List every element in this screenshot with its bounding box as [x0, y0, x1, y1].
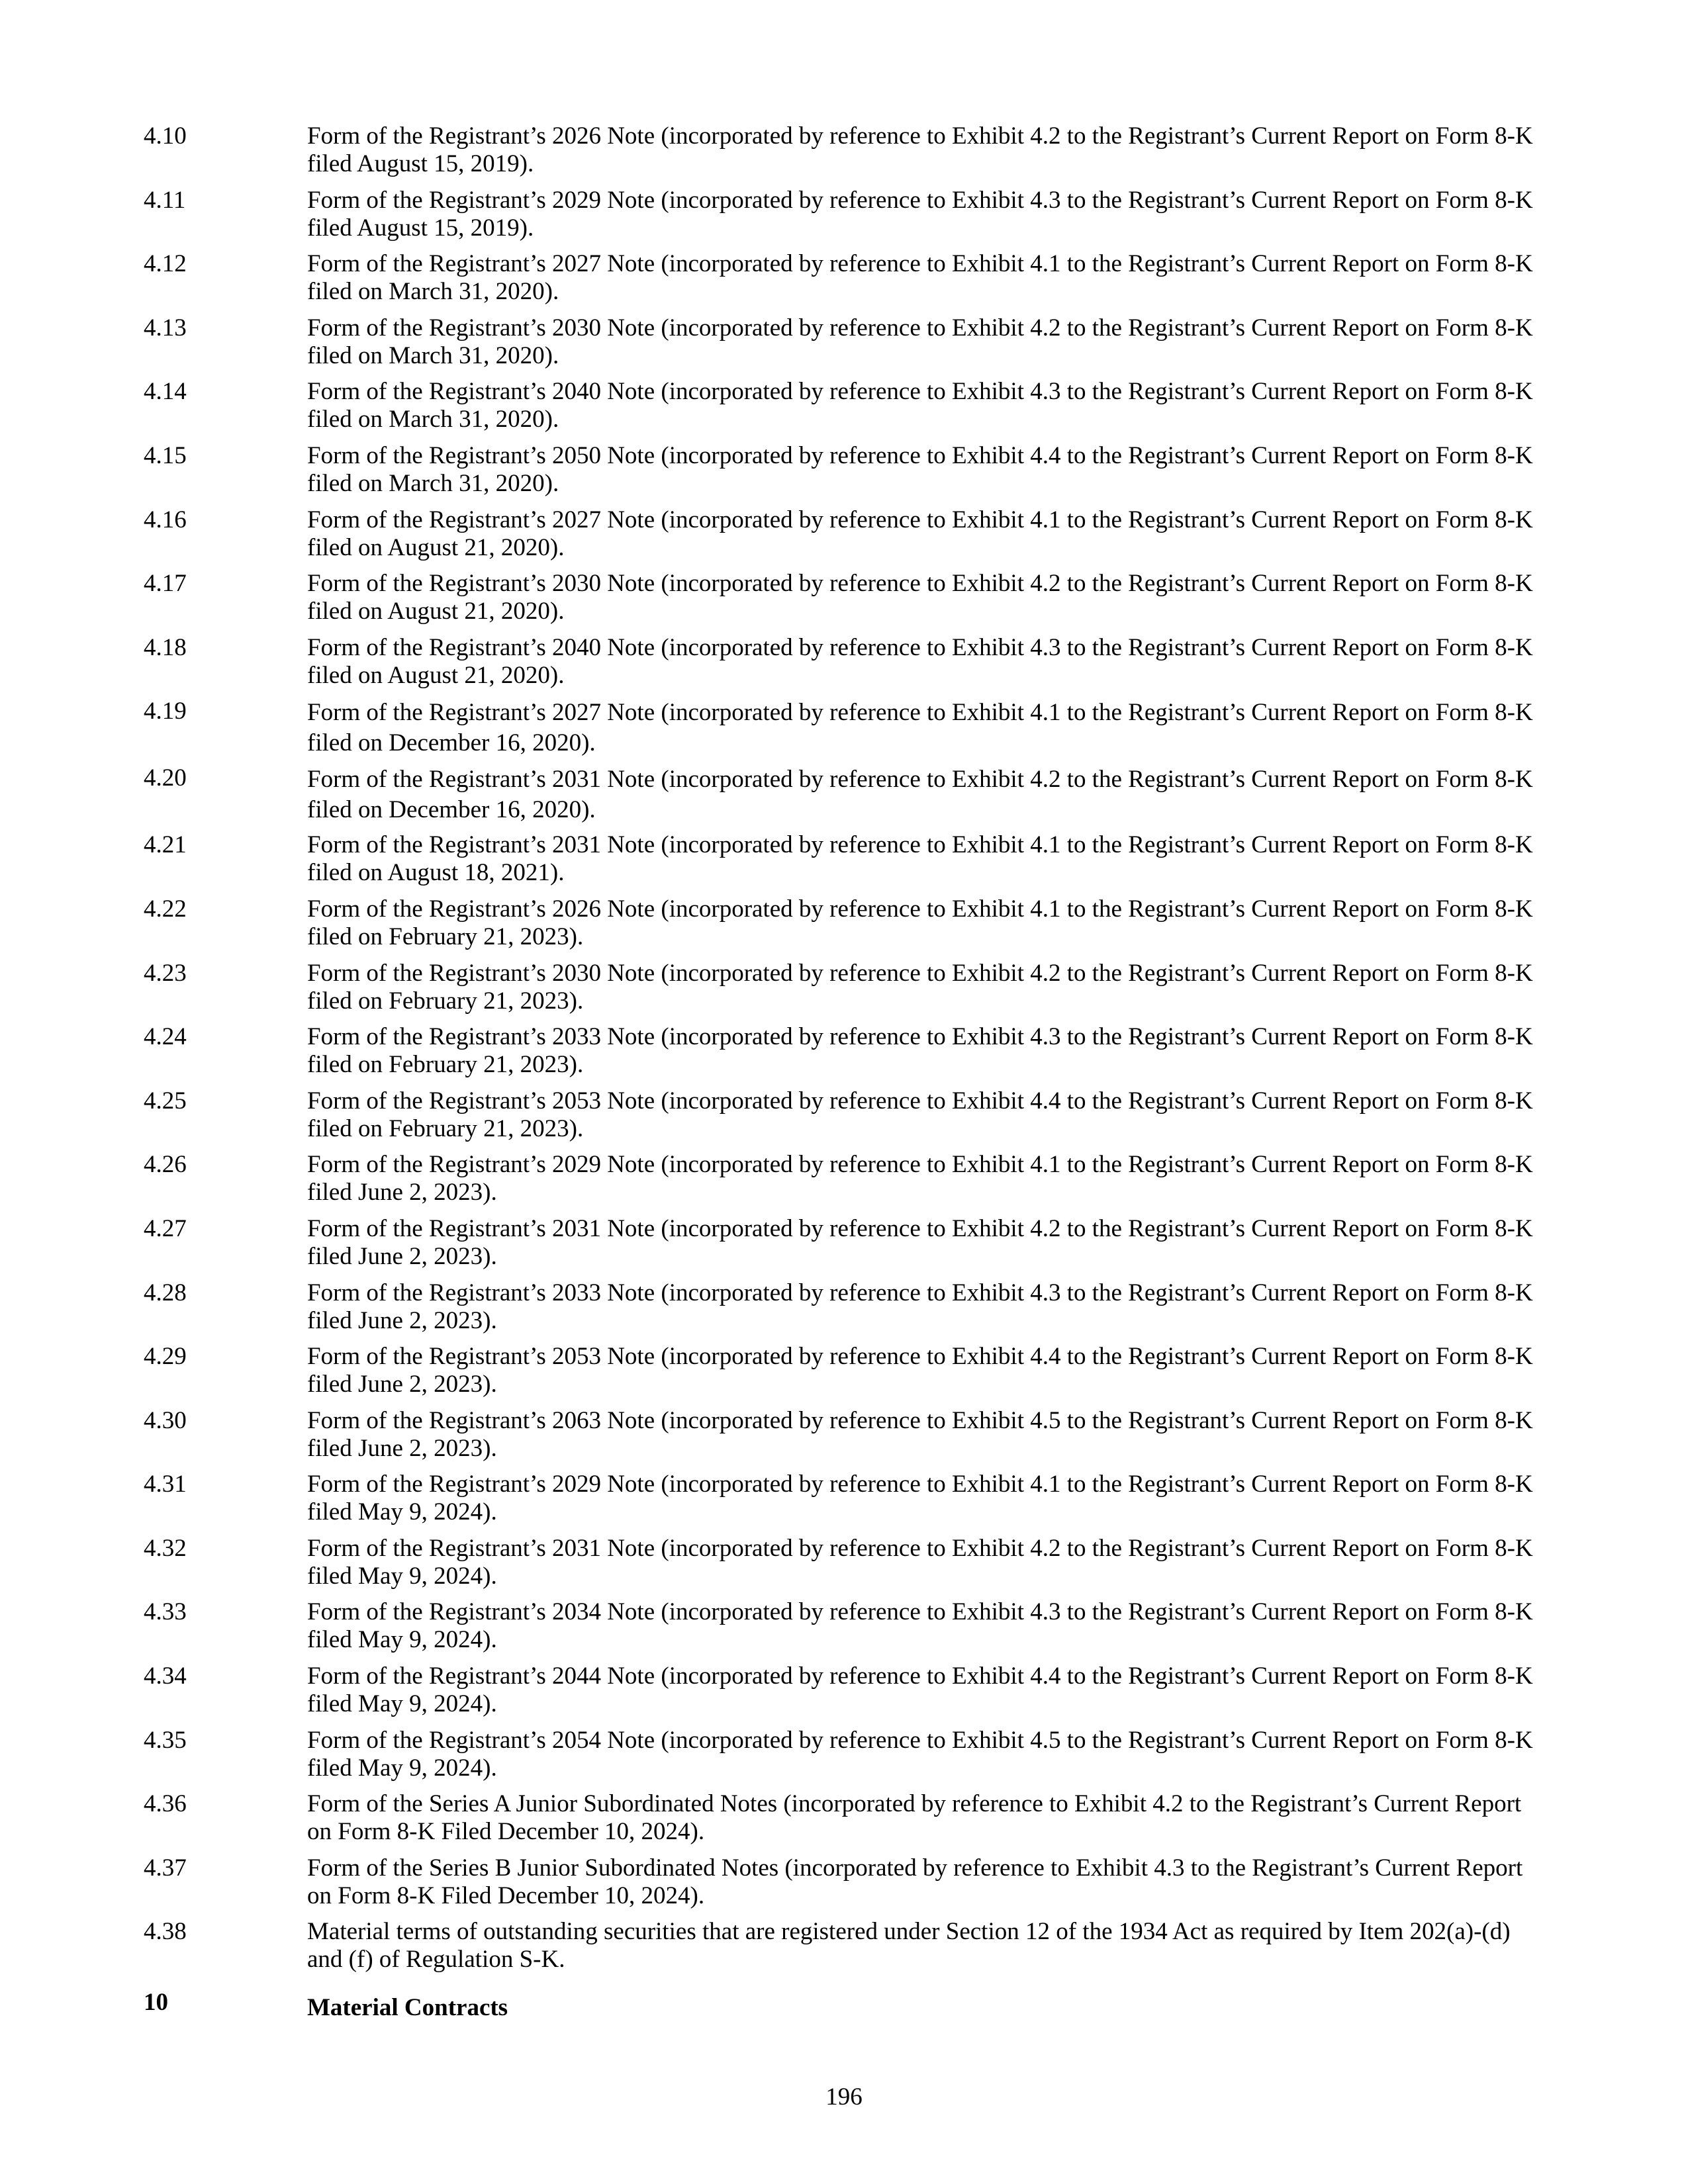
exhibit-description: Form of the Registrant’s 2050 Note (incorporated by reference to Exhibit 4.4 to the Registrant’s Current Report on Form 8-K filed on March 31, 2020).: [307, 441, 1533, 497]
exhibit-number: 4.26: [144, 1151, 187, 1179]
exhibit-description: Form of the Registrant’s 2027 Note (incorporated by reference to Exhibit 4.1 to the Registrant’s Current Report on Form 8-K filed on August 21, 2020).: [307, 506, 1533, 561]
exhibit-number: 4.27: [144, 1214, 187, 1242]
exhibit-number: 4.14: [144, 378, 187, 406]
exhibit-description: Form of the Registrant’s 2063 Note (incorporated by reference to Exhibit 4.5 to the Registrant’s Current Report on Form 8-K filed June 2, 2023).: [307, 1406, 1533, 1462]
page-number: 196: [825, 2083, 863, 2111]
exhibit-description: Form of the Registrant’s 2053 Note (incorporated by reference to Exhibit 4.4 to the Registrant’s Current Report on Form 8-K filed June 2, 2023).: [307, 1343, 1533, 1398]
exhibit-description: Form of the Registrant’s 2026 Note (incorporated by reference to Exhibit 4.2 to the Registrant’s Current Report on Form 8-K filed August 15, 2019).: [307, 122, 1533, 177]
exhibit-row: [0, 1662, 1688, 1727]
exhibit-row: [0, 506, 1688, 570]
exhibit-row: [0, 187, 1688, 251]
exhibit-description: Form of the Registrant’s 2030 Note (incorporated by reference to Exhibit 4.2 to the Registrant’s Current Report on Form 8-K filed on March 31, 2020).: [307, 314, 1533, 369]
exhibit-description: Form of the Registrant’s 2034 Note (incorporated by reference to Exhibit 4.3 to the Registrant’s Current Report on Form 8-K filed May 9, 2024).: [307, 1598, 1533, 1654]
exhibit-row: [0, 250, 1688, 314]
exhibit-description: Form of the Registrant’s 2029 Note (incorporated by reference to Exhibit 4.3 to the Registrant’s Current Report on Form 8-K filed August 15, 2019).: [307, 186, 1533, 242]
exhibit-description: Form of the Registrant’s 2030 Note (incorporated by reference to Exhibit 4.2 to the Registrant’s Current Report on Form 8-K filed on February 21, 2023).: [307, 959, 1533, 1015]
exhibit-number: 4.36: [144, 1790, 187, 1818]
exhibit-description: Form of the Registrant’s 2033 Note (incorporated by reference to Exhibit 4.3 to the Registrant’s Current Report on Form 8-K filed June 2, 2023).: [307, 1279, 1533, 1334]
section-heading: [0, 1989, 1688, 2028]
exhibit-description: Form of the Registrant’s 2031 Note (incorporated by reference to Exhibit 4.1 to the Registrant’s Current Report on Form 8-K filed on August 18, 2021).: [307, 831, 1533, 887]
exhibit-row: [0, 1087, 1688, 1152]
exhibit-description: Form of the Registrant’s 2026 Note (incorporated by reference to Exhibit 4.1 to the Registrant’s Current Report on Form 8-K filed on February 21, 2023).: [307, 895, 1533, 950]
exhibit-row: [0, 314, 1688, 379]
section-number: 10: [144, 1989, 168, 2016]
exhibit-number: 4.23: [144, 959, 187, 987]
exhibit-row: [0, 698, 1688, 764]
exhibit-description: Form of the Registrant’s 2031 Note (incorporated by reference to Exhibit 4.2 to the Registrant’s Current Report on Form 8-K filed June 2, 2023).: [307, 1214, 1533, 1270]
exhibit-number: 4.18: [144, 633, 187, 661]
exhibit-description: Form of the Registrant’s 2040 Note (incorporated by reference to Exhibit 4.3 to the Registrant’s Current Report on Form 8-K filed on March 31, 2020).: [307, 378, 1533, 433]
exhibit-description: Form of the Registrant’s 2031 Note (incorporated by reference to Exhibit 4.2 to the Registrant’s Current Report on Form 8-K filed May 9, 2024).: [307, 1534, 1533, 1590]
exhibit-row: [0, 960, 1688, 1024]
exhibit-number: 4.11: [144, 186, 186, 214]
exhibit-description: Form of the Registrant’s 2054 Note (incorporated by reference to Exhibit 4.5 to the Registrant’s Current Report on Form 8-K filed May 9, 2024).: [307, 1726, 1533, 1782]
exhibit-row: [0, 442, 1688, 506]
exhibit-row: [0, 1023, 1688, 1087]
exhibit-number: 4.10: [144, 122, 187, 150]
exhibit-list: [0, 122, 1688, 1982]
exhibit-description: Form of the Registrant’s 2027 Note (incorporated by reference to Exhibit 4.1 to the Registrant’s Current Report on Form 8-K filed on March 31, 2020).: [307, 250, 1533, 306]
exhibit-description: Form of the Series B Junior Subordinated Notes (incorporated by reference to Exhibit 4.3 to the Registrant’s Current Report on Form 8-K Filed December 10, 2024).: [307, 1854, 1523, 1909]
exhibit-row: [0, 1279, 1688, 1343]
exhibit-row: [0, 764, 1688, 831]
exhibit-row: [0, 1151, 1688, 1215]
exhibit-number: 4.38: [144, 1918, 187, 1946]
section-title: Material Contracts: [307, 1994, 508, 2021]
exhibit-description: Form of the Registrant’s 2029 Note (incorporated by reference to Exhibit 4.1 to the Registrant’s Current Report on Form 8-K filed May 9, 2024).: [307, 1471, 1533, 1526]
exhibit-number: 4.12: [144, 250, 187, 278]
exhibit-number: 4.28: [144, 1279, 187, 1306]
exhibit-number: 4.37: [144, 1854, 187, 1882]
exhibit-number: 4.35: [144, 1726, 187, 1754]
exhibit-description: Form of the Registrant’s 2044 Note (incorporated by reference to Exhibit 4.4 to the Registrant’s Current Report on Form 8-K filed May 9, 2024).: [307, 1662, 1533, 1718]
exhibit-row: [0, 1407, 1688, 1471]
exhibit-description: Form of the Series A Junior Subordinated Notes (incorporated by reference to Exhibit 4.2 to the Registrant’s Current Report on Form 8-K Filed December 10, 2024).: [307, 1790, 1522, 1846]
exhibit-description: Form of the Registrant’s 2040 Note (incorporated by reference to Exhibit 4.3 to the Registrant’s Current Report on Form 8-K filed on August 21, 2020).: [307, 633, 1533, 689]
exhibit-row: [0, 1918, 1688, 1982]
exhibit-number: 4.19: [144, 698, 187, 725]
exhibit-row: [0, 378, 1688, 442]
exhibit-description: Form of the Registrant’s 2029 Note (incorporated by reference to Exhibit 4.1 to the Registrant’s Current Report on Form 8-K filed June 2, 2023).: [307, 1151, 1533, 1206]
exhibit-row: [0, 1790, 1688, 1854]
exhibit-number: 4.33: [144, 1598, 187, 1626]
exhibit-number: 4.13: [144, 314, 187, 341]
exhibit-number: 4.22: [144, 895, 187, 923]
exhibit-number: 4.15: [144, 441, 187, 469]
exhibit-number: 4.34: [144, 1662, 187, 1690]
exhibit-row: [0, 1598, 1688, 1662]
exhibit-description: Form of the Registrant’s 2053 Note (incorporated by reference to Exhibit 4.4 to the Registrant’s Current Report on Form 8-K filed on February 21, 2023).: [307, 1087, 1533, 1142]
exhibit-number: 4.31: [144, 1471, 187, 1498]
exhibit-number: 4.32: [144, 1534, 187, 1562]
exhibit-number: 4.30: [144, 1406, 187, 1434]
exhibit-row: [0, 1727, 1688, 1791]
exhibit-row: [0, 1215, 1688, 1279]
exhibit-row: [0, 634, 1688, 698]
exhibit-row: [0, 122, 1688, 187]
exhibit-row: [0, 1471, 1688, 1535]
exhibit-number: 4.24: [144, 1023, 187, 1051]
exhibit-number: 4.25: [144, 1087, 187, 1115]
exhibit-row: [0, 1343, 1688, 1407]
exhibit-row: [0, 831, 1688, 895]
exhibit-description: Form of the Registrant’s 2031 Note (incorporated by reference to Exhibit 4.2 to the Registrant’s Current Report on Form 8-K filed on December 16, 2020).: [307, 766, 1533, 824]
exhibit-description: Form of the Registrant’s 2030 Note (incorporated by reference to Exhibit 4.2 to the Registrant’s Current Report on Form 8-K filed on August 21, 2020).: [307, 570, 1533, 625]
exhibit-description: Material terms of outstanding securities that are registered under Section 12 of the 1934 Act as required by Item 202(a)-(d) and (f) of Regulation S-K.: [307, 1918, 1511, 1974]
exhibit-number: 4.20: [144, 764, 187, 792]
exhibit-number: 4.16: [144, 506, 187, 533]
exhibit-description: Form of the Registrant’s 2033 Note (incorporated by reference to Exhibit 4.3 to the Registrant’s Current Report on Form 8-K filed on February 21, 2023).: [307, 1023, 1533, 1079]
exhibit-number: 4.29: [144, 1343, 187, 1371]
exhibit-description: Form of the Registrant’s 2027 Note (incorporated by reference to Exhibit 4.1 to the Registrant’s Current Report on Form 8-K filed on December 16, 2020).: [307, 699, 1533, 757]
exhibit-row: [0, 1854, 1688, 1919]
exhibit-row: [0, 1535, 1688, 1599]
exhibit-number: 4.21: [144, 831, 187, 859]
exhibit-number: 4.17: [144, 570, 187, 598]
exhibit-row: [0, 895, 1688, 960]
exhibit-row: [0, 570, 1688, 634]
